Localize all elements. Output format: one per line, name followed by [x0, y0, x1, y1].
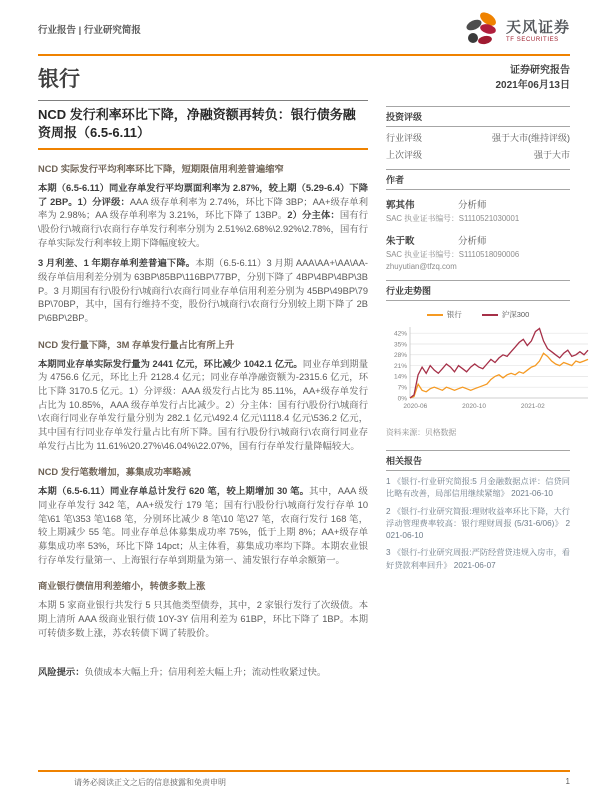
risk-label: 风险提示： — [38, 667, 85, 678]
previous-rating-row: 上次评级 强于大市 — [386, 150, 570, 160]
chart-source-note: 资料来源：贝格数据 — [386, 428, 457, 437]
author-sac-number: SAC 执业证书编号：S1110521030001 — [386, 214, 520, 223]
previous-rating-value: 强于大市 — [533, 150, 570, 160]
authors-section-header: 作者 — [386, 170, 570, 190]
svg-text:35%: 35% — [393, 341, 407, 349]
author-name: 朱于畋 — [386, 236, 415, 247]
related-report-date: 2021-06-07 — [453, 560, 496, 570]
industry-trend-chart — [386, 322, 570, 421]
author-sac-number: SAC 执业证书编号：S1110518090006 — [386, 250, 520, 259]
header-divider — [38, 54, 570, 56]
tf-logo-icon — [466, 12, 500, 51]
legend-item: 沪深300 — [482, 309, 530, 320]
author-role: 分析师 — [458, 200, 487, 211]
related-report-date: 2021-06-10 — [386, 518, 570, 541]
sidebar — [386, 100, 570, 680]
author-card — [386, 197, 570, 224]
page-number: 1 — [565, 777, 570, 786]
trend-section — [386, 280, 570, 438]
logo-company-name: 天风证券 — [505, 19, 570, 37]
svg-text:21%: 21% — [393, 362, 407, 370]
rating-section — [386, 106, 570, 161]
report-date: 2021年06月13日 — [495, 80, 570, 91]
chart-line-银行 — [410, 353, 588, 398]
related-reports-section — [386, 450, 570, 576]
title-band — [38, 63, 570, 93]
svg-text:14%: 14% — [393, 373, 407, 381]
legend-item: 银行 — [427, 309, 462, 320]
related-report-link[interactable]: 2 《银行-行业研究简报:理财收益率环比下降，大行浮动管理费率较高：银行理财周报 (5/31-6/06)》 2021-06-10 — [386, 506, 570, 541]
risk-warning: 风险提示：负债成本大幅上升；信用利差大幅上升；流动性收紧过快。 — [38, 667, 327, 678]
svg-text:42%: 42% — [393, 330, 407, 338]
footer-disclaimer: 请务必阅读正文之后的信息披露和免责申明 — [74, 778, 226, 787]
trend-section-header: 行业走势图 — [386, 281, 570, 301]
svg-text:7%: 7% — [397, 384, 407, 392]
body-paragraph: 本期（6.5-6.11）同业存单发行平均票面利率为 2.87%，较上期（5.29-6.4）下降了 2BP。1）分评级：AAA 级存单利率为 2.74%，环比下降 3BP；AA+级存单利率为 2.98%；AA 级存单利率为 3.21%，环比下降了 13BP。2）分主体：国有行\股份行\城商行\农商行存单发行利率分别为 2.51%\2.68%\2.92%\2.78%，国有行存单实际发行利率较上期下降幅度较大。 — [38, 183, 368, 248]
industry-rating-row: 行业评级 强于大市(维持评级) — [386, 133, 570, 143]
body-paragraph: 本期同业存单实际发行量为 2441 亿元，环比减少 1042.1 亿元。同业存单到期量为 4756.6 亿元，环比上升 2128.4 亿元；同业存单净融资额为-2315.6 亿元，环比下降 3170.5 亿元。1）分评级：AAA 级发行占比为 85.11%，AA+级存单发行占比为 10.85%，AAA 级存单发行占比减少。2）分主体：国有行\股份行\城商行\农商行同业存单发行量分别为 282.1 亿元\492.4 亿元\1118.4 亿元\536.2 亿元，其中国有行同业存单发行量占比有所下降。国有行\股份行\城商行\农商行同业存单发行占比为 11.61%\20.27%\46.04%\22.07%，国有行存单发行量降幅较大。 — [38, 358, 368, 451]
legend-swatch — [427, 314, 443, 316]
related-report-date: 2021-06-10 — [511, 489, 553, 499]
body-paragraph: 本期 5 家商业银行共发行 5 只其他类型债券，其中，2 家银行发行了次级债。本期上清所 AAA 级商业银行债 10Y-3Y 信用利差为 61BP，环比下降了 1BP。本期可转债多数上涨，苏农转债下调了转股价。 — [38, 600, 368, 638]
svg-text:0%: 0% — [397, 395, 407, 403]
article-body — [38, 161, 368, 640]
industry-name: 银行 — [38, 68, 80, 91]
svg-text:2020-06: 2020-06 — [403, 403, 428, 410]
doc-type-label: 证券研究报告 — [510, 65, 570, 76]
industry-rating-value: 强于大市(维持评级) — [492, 133, 570, 143]
rating-section-header: 投资评级 — [386, 107, 570, 127]
top-header — [38, 12, 570, 51]
author-email-link[interactable]: zhuyutian@tfzq.com — [386, 262, 457, 271]
svg-text:2021-02: 2021-02 — [520, 403, 545, 410]
body-paragraph: 本期（6.5-6.11）同业存单总计发行 620 笔，较上期增加 30 笔。其中，AAA 级同业存单发行 342 笔，AA+级发行 179 笔；国有行\股份行\城商行发行存单 10 笔\61 笔\353 笔\168 笔，分别环比减少 8 笔\10 笔\27 笔，农商行发行 168 笔，较上期减少 55 笔。同业存单总体募集成功率 75%，低于上期 8%；AA+级存单募集成功率 53%，环比下降 14pct；从主体看，募集成功率均下降。本期农业银行存单发行量第一、上海银行存单到期量为第一、浦发银行存单余额第一。 — [38, 486, 368, 565]
svg-text:2020-10: 2020-10 — [462, 403, 487, 410]
section-heading: NCD 发行笔数增加，募集成功率略减 — [38, 467, 191, 478]
logo-company-subtitle: TF SECURITIES — [505, 36, 559, 43]
section-heading: 商业银行债信用利差缩小，转债多数上涨 — [38, 581, 206, 592]
svg-text:28%: 28% — [393, 352, 407, 360]
section-heading: NCD 实际发行平均利率环比下降，短期限信用利差普遍缩窄 — [38, 164, 284, 175]
author-role: 分析师 — [458, 236, 487, 247]
authors-section — [386, 169, 570, 271]
author-name: 郭其伟 — [386, 200, 415, 211]
author-card — [386, 233, 570, 271]
chart-legend — [386, 309, 570, 320]
tf-securities-logo — [466, 12, 570, 51]
related-reports-header: 相关报告 — [386, 451, 570, 471]
body-paragraph: 3 月利差、1 年期存单利差普遍下降。本期（6.5-6.11）3 月期 AAA\AA+\AA\AA-级存单信用利差分别为 63BP\85BP\116BP\77BP，分别下降了 4BP\4BP\4BP\3BP。3 月期国有行\股份行\城商行\农商行同业存单信用利差分别为 45BP\49BP\79BP\70BP，其中，国有行维持不变，股份行\城商行\农商行分别较上期下降了 2BP\6BP\2BP。 — [38, 258, 368, 323]
breadcrumb: 行业报告 | 行业研究简报 — [38, 25, 141, 36]
section-heading: NCD 发行量下降，3M 存单发行量占比有所上升 — [38, 339, 235, 350]
legend-swatch — [482, 314, 498, 316]
article-column — [38, 100, 368, 680]
related-report-link[interactable]: 1 《银行-行业研究简报:5 月金融数据点评：信贷同比略有改善，局部信用继续紧缩》 2021-06-10 — [386, 477, 570, 499]
related-report-link[interactable]: 3 《银行-行业研究周报:严防经营贷违规入房市，看好贷款利率回升》 2021-06-07 — [386, 548, 570, 570]
report-title: NCD 发行利率环比下降，净融资额再转负：银行债务融资周报（6.5-6.11） — [38, 100, 368, 150]
page-footer — [38, 770, 570, 788]
